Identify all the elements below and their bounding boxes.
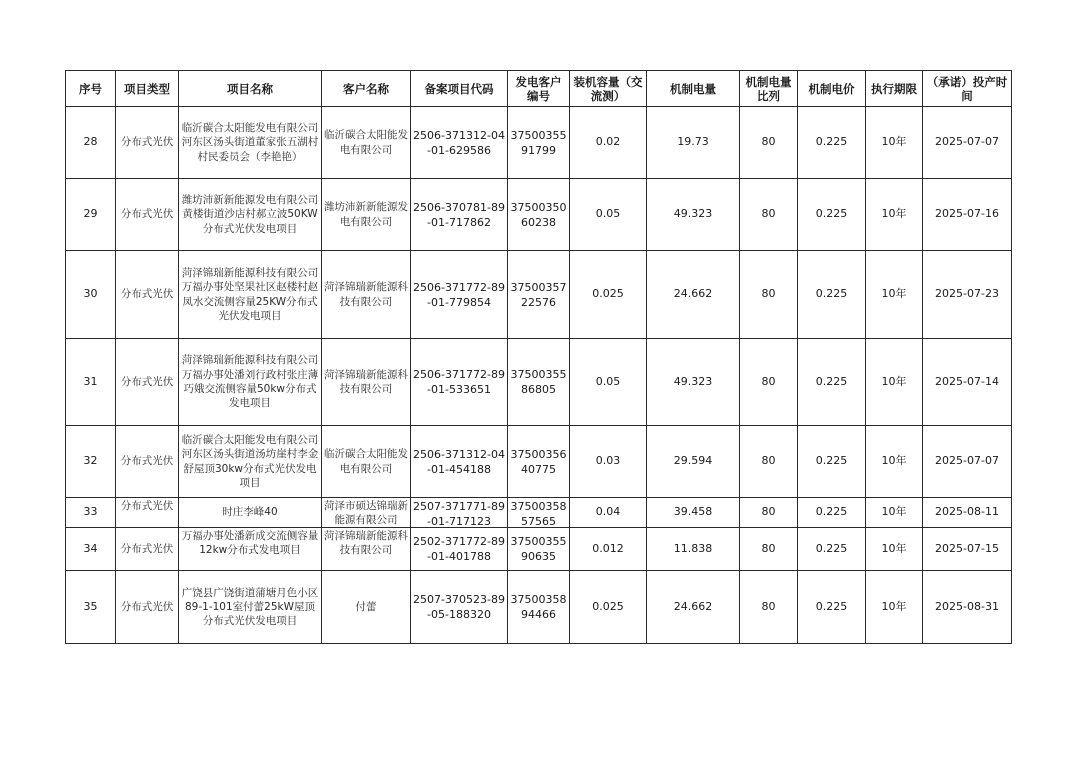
cell-capacity: 0.025 bbox=[570, 571, 647, 644]
cell-type: 分布式光伏 bbox=[116, 339, 179, 426]
header-seq: 序号 bbox=[66, 71, 116, 107]
cell-type: 分布式光伏 bbox=[116, 107, 179, 179]
cell-code: 2506-371312-04-01-454188 bbox=[411, 426, 508, 498]
cell-price: 0.225 bbox=[798, 339, 866, 426]
cell-date: 2025-07-07 bbox=[923, 426, 1012, 498]
cell-code: 2507-370523-89-05-188320 bbox=[411, 571, 508, 644]
cell-customer: 临沂碳合太阳能发电有限公司 bbox=[322, 426, 411, 498]
header-code: 备案项目代码 bbox=[411, 71, 508, 107]
table-row bbox=[66, 251, 1012, 339]
table-row bbox=[66, 571, 1012, 644]
cell-capacity: 0.025 bbox=[570, 251, 647, 339]
header-price: 机制电价 bbox=[798, 71, 866, 107]
cell-term: 10年 bbox=[866, 179, 923, 251]
cell-type: 分布式光伏 bbox=[116, 426, 179, 498]
cell-account: 3750035586805 bbox=[508, 339, 570, 426]
header-account: 发电客户编号 bbox=[508, 71, 570, 107]
cell-term: 10年 bbox=[866, 426, 923, 498]
cell-ratio: 80 bbox=[740, 528, 798, 571]
cell-energy: 39.458 bbox=[647, 498, 740, 528]
cell-account: 3750035722576 bbox=[508, 251, 570, 339]
cell-date: 2025-07-16 bbox=[923, 179, 1012, 251]
cell-price: 0.225 bbox=[798, 571, 866, 644]
cell-account-text: 3750035857565 bbox=[510, 499, 567, 527]
cell-customer: 付蕾 bbox=[322, 571, 411, 644]
cell-type: 分布式光伏 bbox=[116, 571, 179, 644]
header-ratio: 机制电量比列 bbox=[740, 71, 798, 107]
cell-term: 10年 bbox=[866, 251, 923, 339]
table-row bbox=[66, 426, 1012, 498]
cell-ratio: 80 bbox=[740, 426, 798, 498]
header-name: 项目名称 bbox=[179, 71, 322, 107]
header-type: 项目类型 bbox=[116, 71, 179, 107]
cell-date: 2025-08-11 bbox=[923, 498, 1012, 528]
cell-ratio: 80 bbox=[740, 251, 798, 339]
cell-customer: 潍坊沛新新能源发电有限公司 bbox=[322, 179, 411, 251]
cell-customer-text: 菏泽市硕达锦瑞新能源有限公司 bbox=[324, 499, 408, 526]
cell-seq: 33 bbox=[66, 498, 116, 528]
cell-term: 10年 bbox=[866, 339, 923, 426]
cell-account bbox=[508, 498, 570, 528]
cell-type bbox=[116, 498, 179, 528]
cell-name: 潍坊沛新新能源发电有限公司黄楼街道沙店村郝立波50KW分布式光伏发电项目 bbox=[179, 179, 322, 251]
cell-account: 3750035640775 bbox=[508, 426, 570, 498]
cell-type: 分布式光伏 bbox=[116, 528, 179, 571]
cell-capacity: 0.05 bbox=[570, 339, 647, 426]
cell-account: 3750035591799 bbox=[508, 107, 570, 179]
cell-capacity: 0.04 bbox=[570, 498, 647, 528]
header-customer: 客户名称 bbox=[322, 71, 411, 107]
header-row bbox=[66, 71, 1012, 107]
header-date: （承诺）投产时间 bbox=[923, 71, 1012, 107]
cell-code: 2506-371772-89-01-779854 bbox=[411, 251, 508, 339]
cell-code: 2506-371772-89-01-533651 bbox=[411, 339, 508, 426]
cell-name: 时庄李峰40 bbox=[179, 498, 322, 528]
cell-price: 0.225 bbox=[798, 426, 866, 498]
table-row bbox=[66, 498, 1012, 528]
cell-seq: 31 bbox=[66, 339, 116, 426]
table-row bbox=[66, 107, 1012, 179]
project-table bbox=[65, 70, 1012, 644]
header-term: 执行期限 bbox=[866, 71, 923, 107]
cell-energy: 24.662 bbox=[647, 251, 740, 339]
cell-customer: 菏泽锦瑞新能源科技有限公司 bbox=[322, 251, 411, 339]
cell-ratio: 80 bbox=[740, 498, 798, 528]
cell-account: 3750035894466 bbox=[508, 571, 570, 644]
cell-account: 3750035590635 bbox=[508, 528, 570, 571]
cell-name bbox=[179, 528, 322, 571]
cell-energy: 19.73 bbox=[647, 107, 740, 179]
cell-date: 2025-08-31 bbox=[923, 571, 1012, 644]
cell-seq: 34 bbox=[66, 528, 116, 571]
cell-type: 分布式光伏 bbox=[116, 179, 179, 251]
cell-code-text: 2507-371771-89-01-717123 bbox=[413, 499, 505, 527]
cell-type: 分布式光伏 bbox=[116, 251, 179, 339]
cell-date: 2025-07-07 bbox=[923, 107, 1012, 179]
cell-price: 0.225 bbox=[798, 107, 866, 179]
cell-date: 2025-07-15 bbox=[923, 528, 1012, 571]
cell-customer: 菏泽锦瑞新能源科技有限公司 bbox=[322, 339, 411, 426]
cell-customer bbox=[322, 498, 411, 528]
cell-code: 2502-371772-89-01-401788 bbox=[411, 528, 508, 571]
cell-customer-text: 菏泽锦瑞新能源科技有限公司 bbox=[324, 529, 408, 556]
cell-energy: 49.323 bbox=[647, 339, 740, 426]
cell-capacity: 0.012 bbox=[570, 528, 647, 571]
table-row bbox=[66, 528, 1012, 571]
cell-term: 10年 bbox=[866, 498, 923, 528]
cell-capacity: 0.02 bbox=[570, 107, 647, 179]
cell-energy: 11.838 bbox=[647, 528, 740, 571]
cell-price: 0.225 bbox=[798, 498, 866, 528]
cell-name: 临沂碳合太阳能发电有限公司河东区汤头街道董家张五湖村村民委员会（李艳艳） bbox=[179, 107, 322, 179]
cell-account: 3750035060238 bbox=[508, 179, 570, 251]
cell-ratio: 80 bbox=[740, 339, 798, 426]
cell-seq: 28 bbox=[66, 107, 116, 179]
cell-ratio: 80 bbox=[740, 571, 798, 644]
cell-energy: 29.594 bbox=[647, 426, 740, 498]
table-row bbox=[66, 179, 1012, 251]
cell-code: 2506-371312-04-01-629586 bbox=[411, 107, 508, 179]
cell-name: 临沂碳合太阳能发电有限公司河东区汤头街道汤坊崖村李金舒屋顶30kw分布式光伏发电项目 bbox=[179, 426, 322, 498]
cell-seq: 35 bbox=[66, 571, 116, 644]
cell-date: 2025-07-23 bbox=[923, 251, 1012, 339]
cell-energy: 49.323 bbox=[647, 179, 740, 251]
cell-type-text: 分布式光伏 bbox=[120, 499, 174, 512]
cell-capacity: 0.03 bbox=[570, 426, 647, 498]
cell-name: 菏泽锦瑞新能源科技有限公司万福办事处潘刘行政村张庄薄巧娥交流侧容量50kw分布式发电项目 bbox=[179, 339, 322, 426]
cell-price: 0.225 bbox=[798, 179, 866, 251]
cell-code bbox=[411, 498, 508, 528]
cell-name: 菏泽锦瑞新能源科技有限公司万福办事处坚果社区赵楼村赵凤水交流侧容量25KW分布式光伏发电项目 bbox=[179, 251, 322, 339]
header-capacity: 装机容量（交流测） bbox=[570, 71, 647, 107]
cell-name-text: 万福办事处潘新成交流侧容量12kw分布式发电项目 bbox=[181, 529, 319, 556]
cell-price: 0.225 bbox=[798, 251, 866, 339]
cell-seq: 29 bbox=[66, 179, 116, 251]
cell-customer bbox=[322, 528, 411, 571]
cell-seq: 32 bbox=[66, 426, 116, 498]
cell-ratio: 80 bbox=[740, 107, 798, 179]
cell-term: 10年 bbox=[866, 528, 923, 571]
cell-term: 10年 bbox=[866, 571, 923, 644]
cell-name: 广饶县广饶街道蒲塘月色小区89-1-101室付蕾25kW屋顶分布式光伏发电项目 bbox=[179, 571, 322, 644]
cell-date: 2025-07-14 bbox=[923, 339, 1012, 426]
cell-term: 10年 bbox=[866, 107, 923, 179]
cell-ratio: 80 bbox=[740, 179, 798, 251]
cell-capacity: 0.05 bbox=[570, 179, 647, 251]
cell-code: 2506-370781-89-01-717862 bbox=[411, 179, 508, 251]
header-energy: 机制电量 bbox=[647, 71, 740, 107]
cell-price: 0.225 bbox=[798, 528, 866, 571]
table-row bbox=[66, 339, 1012, 426]
cell-seq: 30 bbox=[66, 251, 116, 339]
cell-energy: 24.662 bbox=[647, 571, 740, 644]
cell-customer: 临沂碳合太阳能发电有限公司 bbox=[322, 107, 411, 179]
